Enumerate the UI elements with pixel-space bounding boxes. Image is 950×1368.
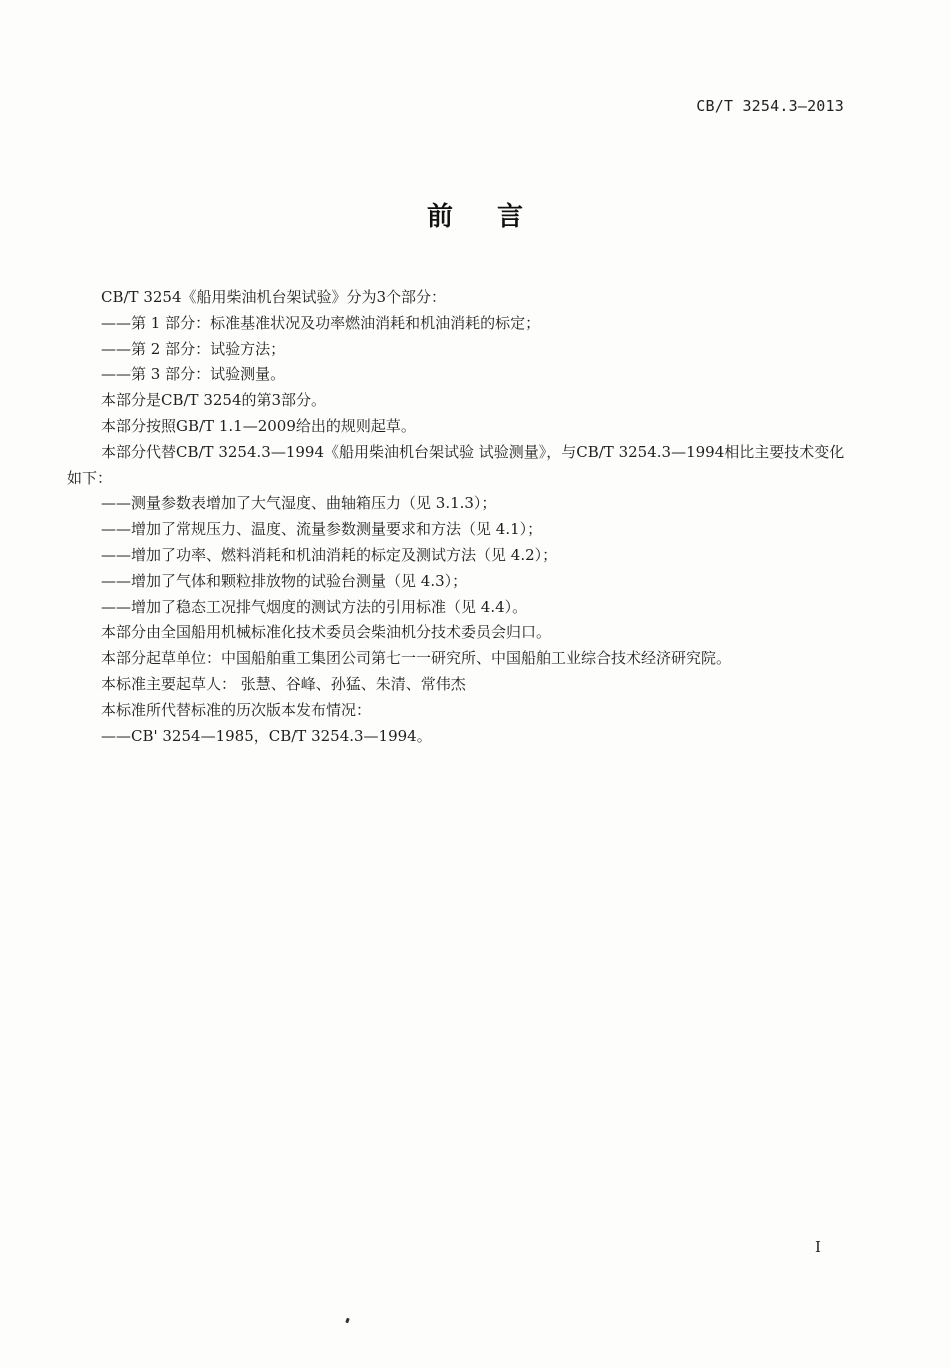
paragraph-part-statement: 本部分是CB/T 3254的第3部分。	[101, 391, 327, 410]
list-item-part-2: ——第 2 部分：试验方法；	[101, 339, 286, 358]
paragraph-replacement: 本部分代替CB/T 3254.3—1994《船用柴油机台架试验 试验测量》，与CB/T 3254.3—1994相比主要技术变化如下：	[67, 442, 845, 487]
document-code: CB/T 3254.3—2013	[696, 97, 844, 115]
paragraph-drafting-rules: 本部分按照GB/T 1.1—2009给出的规则起草。	[101, 416, 416, 435]
list-item-part-1: ——第 1 部分：标准基准状况及功率燃油消耗和机油消耗的标定；	[101, 313, 541, 332]
list-item-change-5: ——增加了稳态工况排气烟度的测试方法的引用标准（见 4.4）。	[101, 597, 528, 616]
paragraph-committee: 本部分由全国船用机械标准化技术委员会柴油机分技术委员会归口。	[101, 623, 552, 642]
list-item-change-4: ——增加了气体和颗粒排放物的试验台测量（见 4.3）；	[101, 571, 468, 590]
foreword-body	[67, 285, 857, 749]
paragraph-drafting-units: 本部分起草单位：中国船舶重工集团公司第七一一研究所、中国船舶工业综合技术经济研究院。	[101, 649, 732, 668]
list-item-change-2: ——增加了常规压力、温度、流量参数测量要求和方法（见 4.1）；	[101, 520, 543, 539]
list-item-change-3: ——增加了功率、燃料消耗和机油消耗的标定及测试方法（见 4.2）；	[101, 545, 558, 564]
paragraph-history-intro: 本标准所代替标准的历次版本发布情况：	[101, 700, 372, 719]
scan-speck	[345, 1318, 350, 1324]
list-item-history: ——CB' 3254—1985，CB/T 3254.3—1994。	[101, 726, 432, 745]
paragraph-drafters: 本标准主要起草人： 张慧、谷峰、孙猛、朱清、常伟杰	[101, 674, 466, 693]
page-title: 前言	[426, 202, 567, 232]
paragraph-parts-intro: CB/T 3254《船用柴油机台架试验》分为3个部分：	[101, 288, 447, 306]
page-number: I	[815, 1238, 821, 1256]
list-item-change-1: ——测量参数表增加了大气湿度、曲轴箱压力（见 3.1.3）；	[101, 494, 497, 513]
list-item-part-3: ——第 3 部分：试验测量。	[101, 365, 286, 384]
